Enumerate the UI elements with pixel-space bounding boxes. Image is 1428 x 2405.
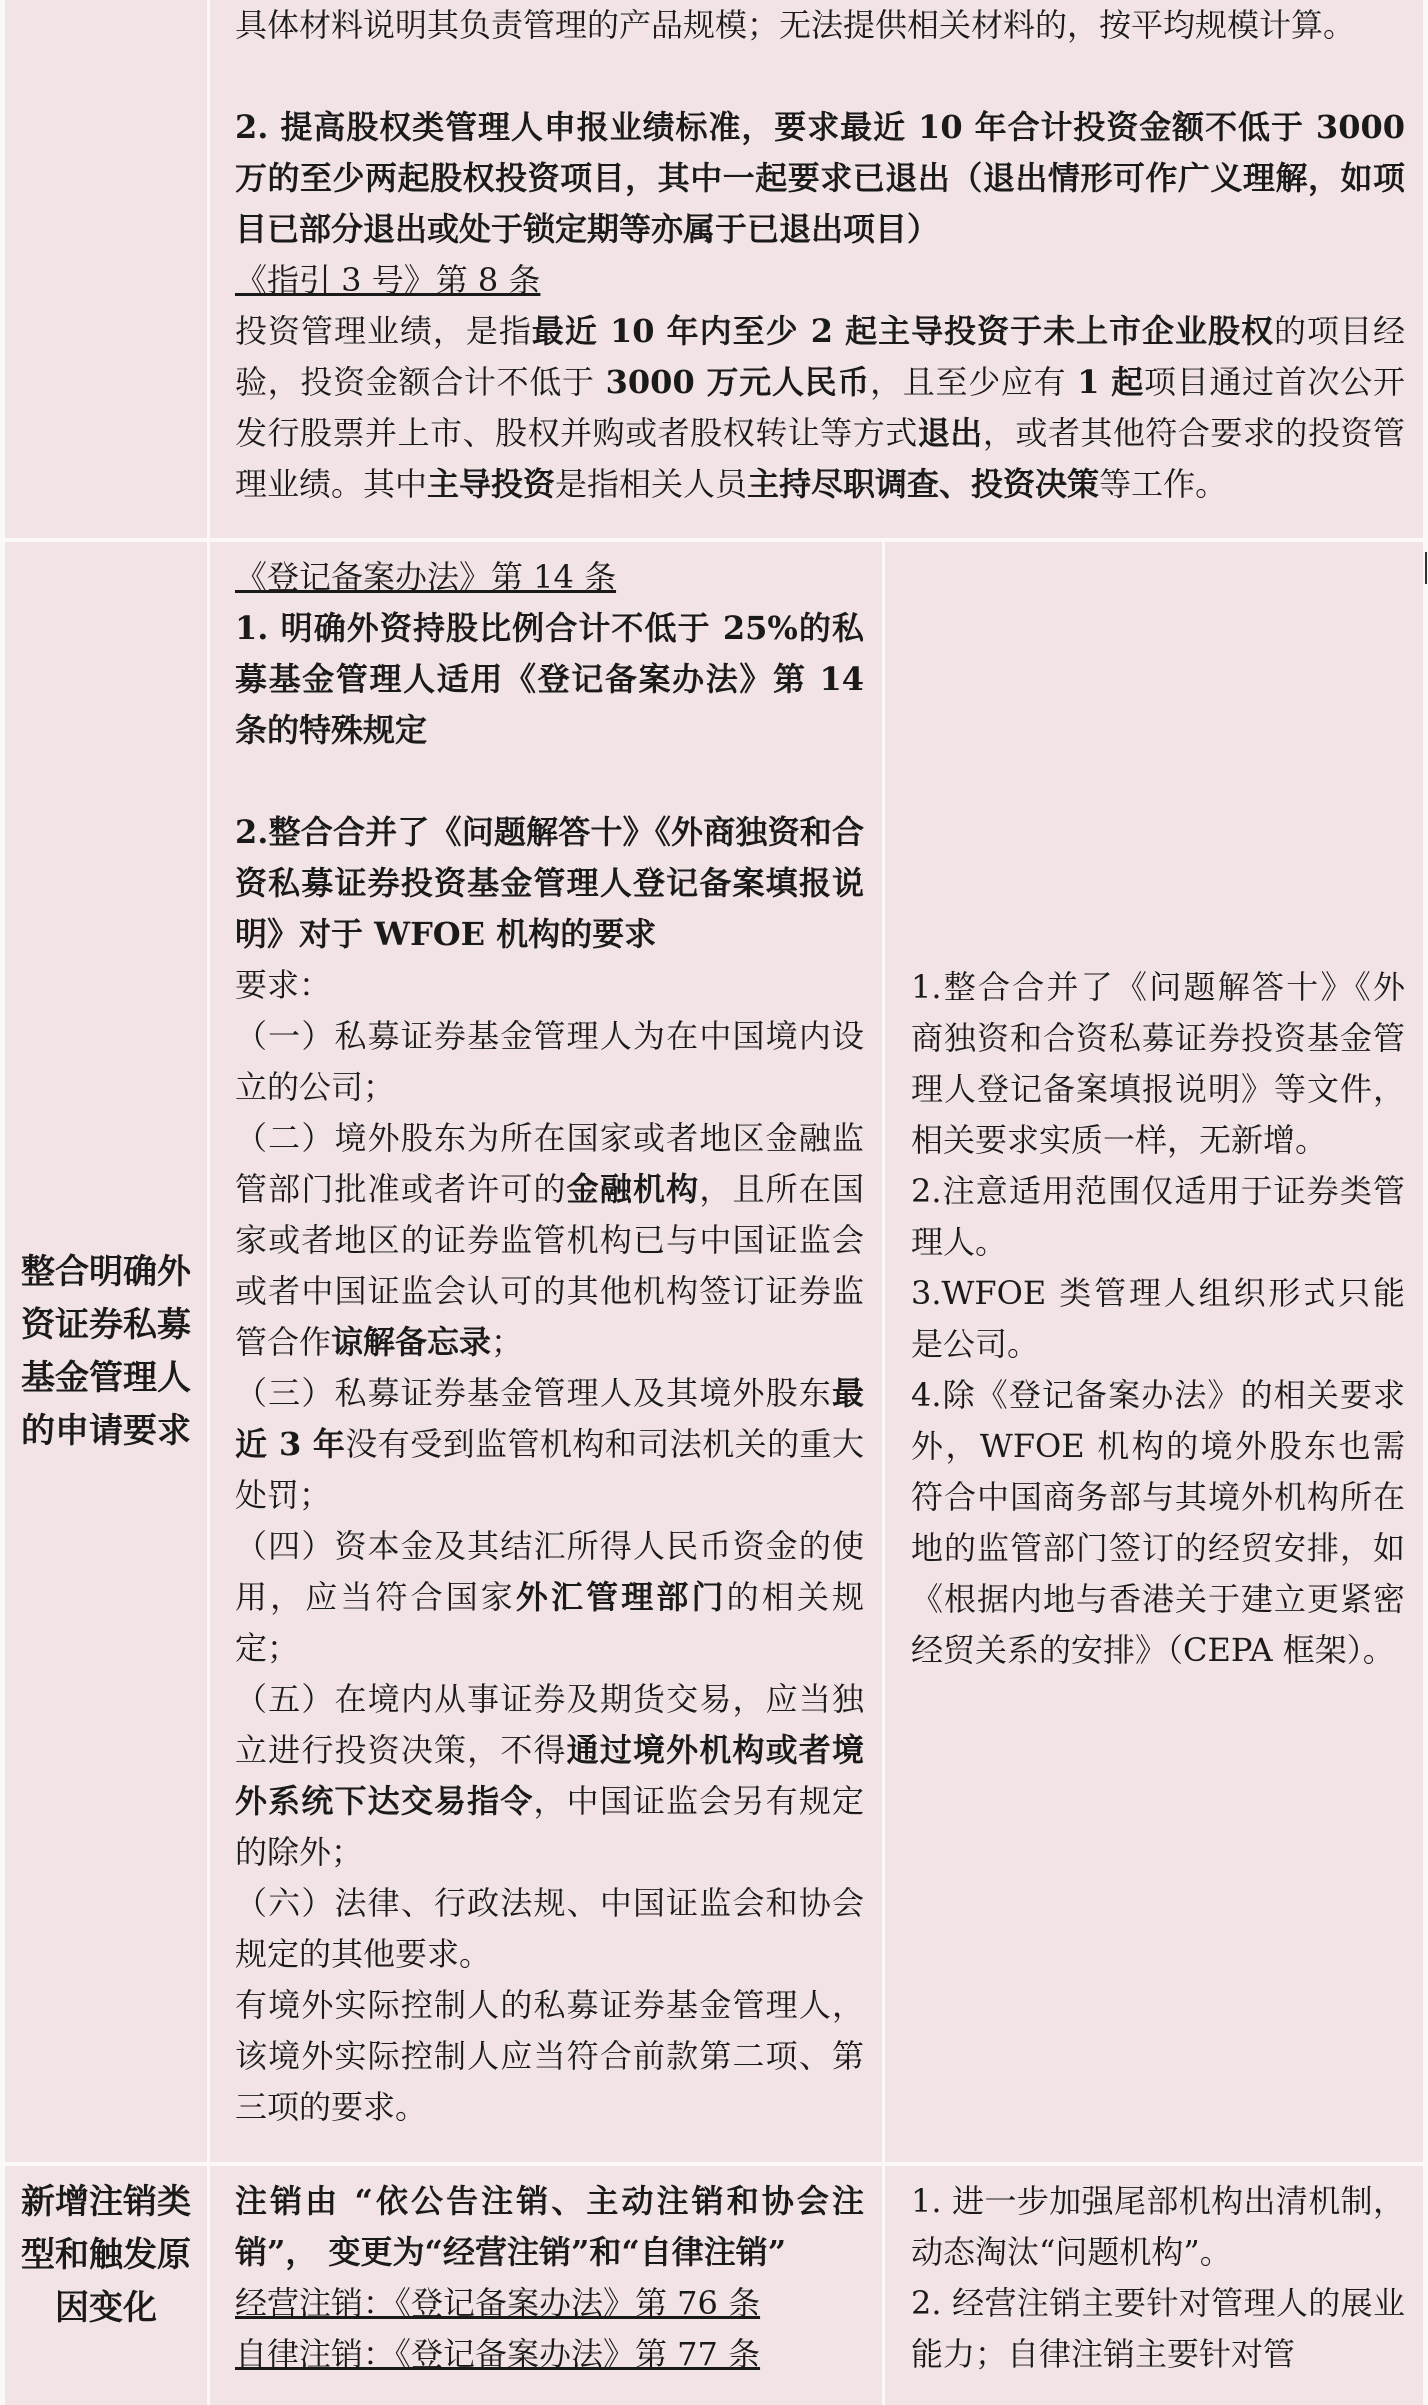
row2-item1: 1. 明确外资持股比例合计不低于 25%的私募基金管理人适用《登记备案办法》第 14 条的特殊规定 xyxy=(235,609,864,749)
row1-item2: 2. 提高股权类管理人申报业绩标准，要求最近 10 年合计投资金额不低于 3000 万的至少两起股权投资项目，其中一起要求已退出（退出情形可作广义理解，如项目已部分退出或处于锁定期等亦属于已退出项目） xyxy=(235,108,1405,248)
row2-req-2: （二）境外股东为所在国家或者地区金融监管部门批准或者许可的金融机构，且所在国家或者地区的证券监管机构已与中国证监会或者中国证监会认可的其他机构签订证券监管合作谅解备忘录； xyxy=(235,1119,864,1361)
row3-content-cell xyxy=(210,2166,882,2405)
row2-note-3: 3.WFOE 类管理人组织形式只能是公司。 xyxy=(911,1274,1405,1363)
row2-item2: 2.整合合并了《问题解答十》《外商独资和合资私募证券投资基金管理人登记备案填报说明》对于 WFOE 机构的要求 xyxy=(235,813,864,953)
row1-label-cell xyxy=(5,0,207,538)
row2-note-2: 2.注意适用范围仅适用于证券类管理人。 xyxy=(911,1172,1405,1261)
row1-paragraph: 投资管理业绩，是指最近 10 年内至少 2 起主导投资于未上市企业股权的项目经验，投资金额合计不低于 3000 万元人民币，且至少应有 1 起项目通过首次公开发行股票并上市、股权并购或者股权转让等方式退出，或者其他符合要求的投资管理业绩。其中主导投资是指相关人员主持尽职调查、投资决策等工作。 xyxy=(235,312,1405,503)
row2-content-cell xyxy=(210,542,882,2162)
row2-req-3: （三）私募证券基金管理人及其境外股东最近 3 年没有受到监管机构和司法机关的重大处罚； xyxy=(235,1374,864,1514)
row1-content-cell xyxy=(210,0,1423,538)
row2-req-4: （四）资本金及其结汇所得人民币资金的使用，应当符合国家外汇管理部门的相关规定； xyxy=(235,1527,864,1667)
row1-line0: 具体材料说明其负责管理的产品规模；无法提供相关材料的，按平均规模计算。 xyxy=(235,6,1356,44)
row2-requirements-heading: 要求： xyxy=(235,966,332,1004)
row2-req-5: （五）在境内从事证券及期货交易，应当独立进行投资决策，不得通过境外机构或者境外系统下达交易指令，中国证监会另有规定的除外； xyxy=(235,1680,864,1871)
row2-label-cell xyxy=(5,542,207,2162)
row3-notes-cell xyxy=(885,2166,1423,2405)
row2-req-6: （六）法律、行政法规、中国证监会和协会规定的其他要求。 xyxy=(235,1884,864,1973)
row3-main: 注销由 “依公告注销、主动注销和协会注销”， 变更为“经营注销”和“自律注销” xyxy=(235,2182,864,2271)
row2-note-4: 4.除《登记备案办法》的相关要求外，WFOE 机构的境外股东也需符合中国商务部与其境外机构所在地的监管部门签订的经贸安排，如《根据内地与香港关于建立更紧密经贸关系的安排》（CEPA 框架）。 xyxy=(911,1376,1405,1669)
row3-note-2: 2. 经营注销主要针对管理人的展业能力；自律注销主要针对管 xyxy=(911,2284,1405,2373)
row3-label-cell xyxy=(5,2166,207,2405)
text-cursor xyxy=(1425,552,1427,584)
row3-ref-2: 自律注销：《登记备案办法》第 77 条 xyxy=(235,2335,761,2373)
row2-label: 整合明确外资证券私募基金管理人的申请要求 xyxy=(21,1252,191,1451)
row1-reference: 《指引 3 号》第 8 条 xyxy=(235,261,541,299)
row3-label: 新增注销类型和触发原因变化 xyxy=(21,2182,191,2328)
row2-notes-cell xyxy=(885,542,1423,2162)
row2-reference: 《登记备案办法》第 14 条 xyxy=(235,558,617,596)
row3-ref-1: 经营注销：《登记备案办法》第 76 条 xyxy=(235,2284,761,2322)
row2-req-7: 有境外实际控制人的私募证券基金管理人，该境外实际控制人应当符合前款第二项、第三项的要求。 xyxy=(235,1986,864,2126)
row2-note-1: 1.整合合并了《问题解答十》《外商独资和合资私募证券投资基金管理人登记备案填报说明》等文件，相关要求实质一样，无新增。 xyxy=(911,968,1405,1159)
row2-req-1: （一）私募证券基金管理人为在中国境内设立的公司； xyxy=(235,1017,864,1106)
row3-note-1: 1. 进一步加强尾部机构出清机制，动态淘汰“问题机构”。 xyxy=(911,2182,1405,2271)
